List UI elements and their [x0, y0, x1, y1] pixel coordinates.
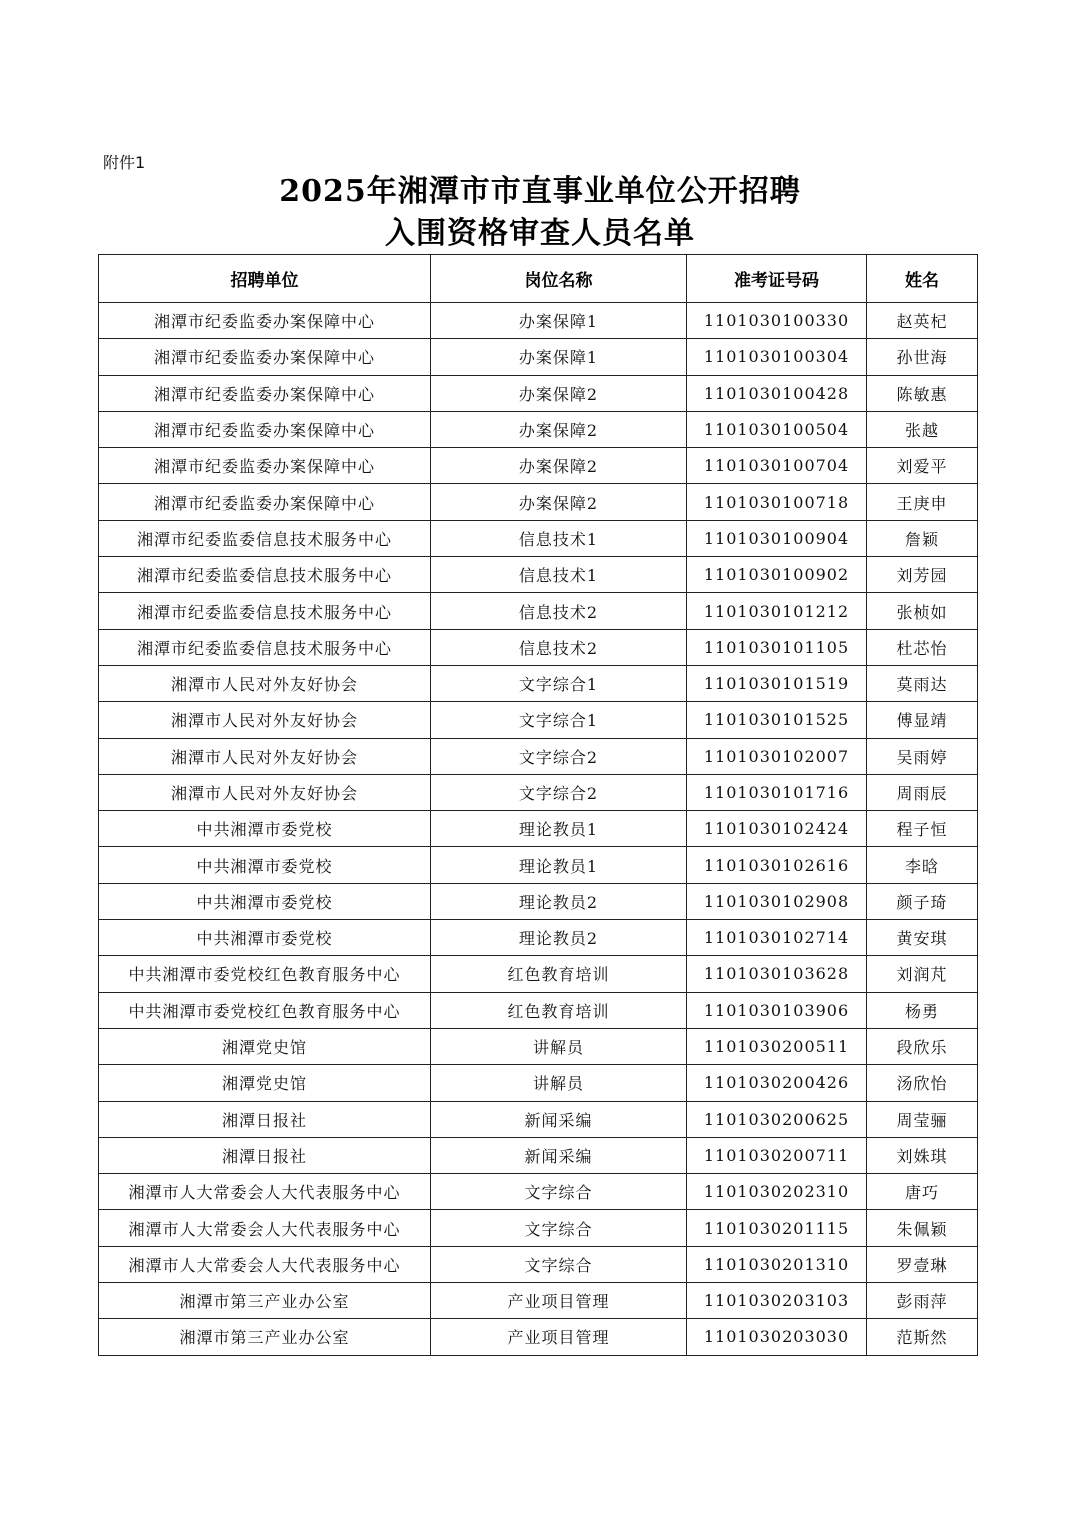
table-row — [99, 774, 978, 810]
cell-position-name: 办案保障2 — [431, 375, 687, 411]
cell-position-name: 讲解员 — [431, 1028, 687, 1064]
cell-recruiting-unit: 湘潭市人大常委会人大代表服务中心 — [99, 1246, 431, 1282]
table-row — [99, 665, 978, 701]
table-row — [99, 1319, 978, 1355]
cell-recruiting-unit: 湘潭市人大常委会人大代表服务中心 — [99, 1174, 431, 1210]
cell-name: 陈敏惠 — [867, 375, 978, 411]
cell-position-name: 文字综合2 — [431, 738, 687, 774]
cell-name: 莫雨达 — [867, 665, 978, 701]
table-row — [99, 1210, 978, 1246]
cell-exam-ticket-number: 1101030103906 — [687, 992, 867, 1028]
cell-recruiting-unit: 湘潭市纪委监委办案保障中心 — [99, 484, 431, 520]
cell-name: 詹颖 — [867, 520, 978, 556]
cell-position-name: 红色教育培训 — [431, 992, 687, 1028]
table-row — [99, 375, 978, 411]
document-subtitle: 入围资格审查人员名单 — [385, 216, 695, 251]
table-row — [99, 339, 978, 375]
cell-exam-ticket-number: 1101030102007 — [687, 738, 867, 774]
cell-position-name: 办案保障1 — [431, 303, 687, 339]
cell-position-name: 办案保障2 — [431, 411, 687, 447]
cell-name: 王庚申 — [867, 484, 978, 520]
cell-exam-ticket-number: 1101030101212 — [687, 593, 867, 629]
cell-position-name: 信息技术1 — [431, 557, 687, 593]
cell-recruiting-unit: 湘潭日报社 — [99, 1137, 431, 1173]
cell-recruiting-unit: 中共湘潭市委党校 — [99, 847, 431, 883]
cell-exam-ticket-number: 1101030200625 — [687, 1101, 867, 1137]
cell-name: 张桢如 — [867, 593, 978, 629]
cell-name: 刘芳园 — [867, 557, 978, 593]
cell-recruiting-unit: 湘潭党史馆 — [99, 1065, 431, 1101]
cell-exam-ticket-number: 1101030102616 — [687, 847, 867, 883]
cell-recruiting-unit: 湘潭市人民对外友好协会 — [99, 665, 431, 701]
table-row — [99, 702, 978, 738]
table-row — [99, 1065, 978, 1101]
cell-name: 彭雨萍 — [867, 1283, 978, 1319]
cell-exam-ticket-number: 1101030101716 — [687, 774, 867, 810]
cell-name: 刘爱平 — [867, 448, 978, 484]
cell-exam-ticket-number: 1101030100330 — [687, 303, 867, 339]
table-row — [99, 920, 978, 956]
cell-position-name: 文字综合2 — [431, 774, 687, 810]
cell-recruiting-unit: 湘潭市纪委监委信息技术服务中心 — [99, 557, 431, 593]
cell-position-name: 办案保障2 — [431, 484, 687, 520]
table-row — [99, 1246, 978, 1282]
table-header-row — [99, 255, 978, 303]
cell-exam-ticket-number: 1101030201310 — [687, 1246, 867, 1282]
cell-recruiting-unit: 湘潭市人大常委会人大代表服务中心 — [99, 1210, 431, 1246]
cell-exam-ticket-number: 1101030101105 — [687, 629, 867, 665]
cell-exam-ticket-number: 1101030102908 — [687, 883, 867, 919]
cell-recruiting-unit: 湘潭市纪委监委信息技术服务中心 — [99, 629, 431, 665]
table-row — [99, 883, 978, 919]
cell-recruiting-unit: 中共湘潭市委党校红色教育服务中心 — [99, 956, 431, 992]
cell-position-name: 产业项目管理 — [431, 1319, 687, 1355]
table-row — [99, 956, 978, 992]
cell-name: 杜芯怡 — [867, 629, 978, 665]
cell-recruiting-unit: 中共湘潭市委党校 — [99, 920, 431, 956]
cell-recruiting-unit: 湘潭日报社 — [99, 1101, 431, 1137]
cell-recruiting-unit: 湘潭市人民对外友好协会 — [99, 738, 431, 774]
table-row — [99, 520, 978, 556]
table-row — [99, 557, 978, 593]
cell-exam-ticket-number: 1101030203103 — [687, 1283, 867, 1319]
cell-recruiting-unit: 湘潭市第三产业办公室 — [99, 1283, 431, 1319]
table-row — [99, 1174, 978, 1210]
cell-exam-ticket-number: 1101030102714 — [687, 920, 867, 956]
cell-name: 孙世海 — [867, 339, 978, 375]
cell-position-name: 文字综合 — [431, 1174, 687, 1210]
cell-recruiting-unit: 湘潭市纪委监委办案保障中心 — [99, 339, 431, 375]
cell-recruiting-unit: 湘潭市纪委监委办案保障中心 — [99, 411, 431, 447]
table-row — [99, 811, 978, 847]
cell-position-name: 理论教员1 — [431, 811, 687, 847]
cell-recruiting-unit: 湘潭市纪委监委信息技术服务中心 — [99, 593, 431, 629]
cell-recruiting-unit: 湘潭市纪委监委办案保障中心 — [99, 448, 431, 484]
cell-recruiting-unit: 湘潭市纪委监委办案保障中心 — [99, 375, 431, 411]
cell-position-name: 新闻采编 — [431, 1137, 687, 1173]
cell-exam-ticket-number: 1101030100718 — [687, 484, 867, 520]
document-title: 2025年湘潭市市直事业单位公开招聘 — [279, 174, 801, 209]
cell-recruiting-unit: 湘潭市纪委监委信息技术服务中心 — [99, 520, 431, 556]
cell-name: 张越 — [867, 411, 978, 447]
table-row — [99, 1137, 978, 1173]
cell-name: 刘姝琪 — [867, 1137, 978, 1173]
cell-exam-ticket-number: 1101030103628 — [687, 956, 867, 992]
cell-position-name: 文字综合 — [431, 1246, 687, 1282]
cell-exam-ticket-number: 1101030101519 — [687, 665, 867, 701]
cell-recruiting-unit: 湘潭市纪委监委办案保障中心 — [99, 303, 431, 339]
cell-exam-ticket-number: 1101030100904 — [687, 520, 867, 556]
cell-name: 刘润芃 — [867, 956, 978, 992]
cell-position-name: 红色教育培训 — [431, 956, 687, 992]
cell-name: 周雨辰 — [867, 774, 978, 810]
cell-exam-ticket-number: 1101030200511 — [687, 1028, 867, 1064]
cell-name: 黄安琪 — [867, 920, 978, 956]
header-name: 姓名 — [867, 255, 978, 303]
cell-recruiting-unit: 湘潭党史馆 — [99, 1028, 431, 1064]
cell-name: 杨勇 — [867, 992, 978, 1028]
cell-exam-ticket-number: 1101030200711 — [687, 1137, 867, 1173]
cell-exam-ticket-number: 1101030201115 — [687, 1210, 867, 1246]
table-row — [99, 484, 978, 520]
cell-exam-ticket-number: 1101030203030 — [687, 1319, 867, 1355]
cell-exam-ticket-number: 1101030200426 — [687, 1065, 867, 1101]
cell-position-name: 理论教员2 — [431, 883, 687, 919]
cell-exam-ticket-number: 1101030100902 — [687, 557, 867, 593]
table-row — [99, 1101, 978, 1137]
cell-exam-ticket-number: 1101030100428 — [687, 375, 867, 411]
cell-name: 汤欣怡 — [867, 1065, 978, 1101]
cell-recruiting-unit: 中共湘潭市委党校 — [99, 883, 431, 919]
cell-position-name: 信息技术2 — [431, 593, 687, 629]
table-row — [99, 992, 978, 1028]
cell-position-name: 新闻采编 — [431, 1101, 687, 1137]
cell-position-name: 讲解员 — [431, 1065, 687, 1101]
cell-exam-ticket-number: 1101030100504 — [687, 411, 867, 447]
attachment-label: 附件1 — [103, 153, 146, 172]
table-row — [99, 1283, 978, 1319]
cell-position-name: 文字综合 — [431, 1210, 687, 1246]
cell-name: 范斯然 — [867, 1319, 978, 1355]
cell-name: 段欣乐 — [867, 1028, 978, 1064]
table-row — [99, 593, 978, 629]
cell-recruiting-unit: 湘潭市人民对外友好协会 — [99, 702, 431, 738]
cell-exam-ticket-number: 1101030100704 — [687, 448, 867, 484]
header-position-name: 岗位名称 — [431, 255, 687, 303]
candidate-table — [98, 254, 978, 1356]
cell-position-name: 产业项目管理 — [431, 1283, 687, 1319]
cell-name: 颜子琦 — [867, 883, 978, 919]
cell-name: 吴雨婷 — [867, 738, 978, 774]
table-row — [99, 303, 978, 339]
cell-recruiting-unit: 湘潭市第三产业办公室 — [99, 1319, 431, 1355]
table-row — [99, 629, 978, 665]
table-body — [99, 303, 978, 1356]
cell-name: 李晗 — [867, 847, 978, 883]
cell-name: 程子恒 — [867, 811, 978, 847]
cell-name: 傅显靖 — [867, 702, 978, 738]
cell-position-name: 办案保障1 — [431, 339, 687, 375]
header-exam-ticket-number: 准考证号码 — [687, 255, 867, 303]
cell-exam-ticket-number: 1101030202310 — [687, 1174, 867, 1210]
cell-exam-ticket-number: 1101030102424 — [687, 811, 867, 847]
cell-position-name: 理论教员2 — [431, 920, 687, 956]
cell-name: 唐巧 — [867, 1174, 978, 1210]
table-row — [99, 738, 978, 774]
cell-position-name: 文字综合1 — [431, 665, 687, 701]
cell-exam-ticket-number: 1101030100304 — [687, 339, 867, 375]
table-row — [99, 411, 978, 447]
cell-name: 周莹骊 — [867, 1101, 978, 1137]
cell-recruiting-unit: 中共湘潭市委党校 — [99, 811, 431, 847]
cell-position-name: 信息技术2 — [431, 629, 687, 665]
cell-name: 罗壹琳 — [867, 1246, 978, 1282]
cell-position-name: 办案保障2 — [431, 448, 687, 484]
cell-exam-ticket-number: 1101030101525 — [687, 702, 867, 738]
header-recruiting-unit: 招聘单位 — [99, 255, 431, 303]
cell-name: 赵英杞 — [867, 303, 978, 339]
cell-position-name: 理论教员1 — [431, 847, 687, 883]
cell-name: 朱佩颖 — [867, 1210, 978, 1246]
cell-recruiting-unit: 中共湘潭市委党校红色教育服务中心 — [99, 992, 431, 1028]
table-row — [99, 847, 978, 883]
table-row — [99, 1028, 978, 1064]
cell-position-name: 文字综合1 — [431, 702, 687, 738]
table-row — [99, 448, 978, 484]
cell-position-name: 信息技术1 — [431, 520, 687, 556]
cell-recruiting-unit: 湘潭市人民对外友好协会 — [99, 774, 431, 810]
